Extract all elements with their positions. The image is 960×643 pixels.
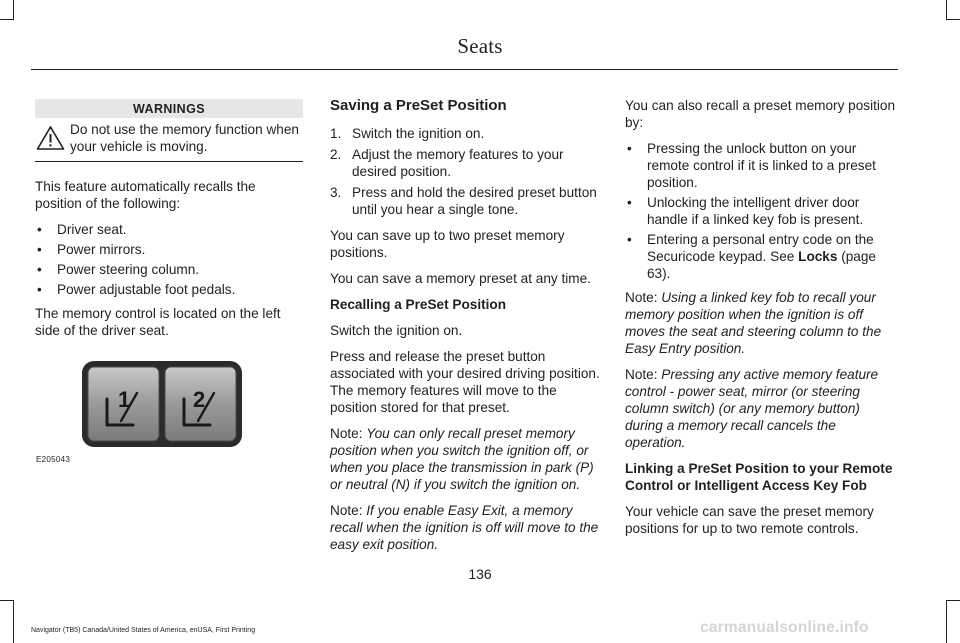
- note: [625, 366, 897, 451]
- crop-mark: [946, 600, 960, 601]
- list-item-text: Entering a personal entry code on the Securicode keypad. See: [647, 232, 874, 264]
- note-text: You can only recall preset memory position when you switch the ignition off, or when you place the transmission in park (P) or neutral (N) if you switch the ignition on.: [330, 426, 594, 492]
- crop-mark: [0, 19, 14, 20]
- bullet-marker: •: [627, 195, 632, 210]
- button-2-number: 2: [193, 387, 206, 412]
- note-text: Using a linked key fob to recall your memory position when the ignition is off moves the seat and steering column to the Easy Entry position.: [625, 290, 882, 356]
- bullet-marker: •: [37, 222, 42, 237]
- paragraph: Your vehicle can save the preset memory positions for up to two remote controls.: [625, 504, 874, 536]
- warning-title: WARNINGS: [35, 99, 303, 118]
- crop-mark: [13, 0, 14, 20]
- button-1-number: 1: [118, 387, 131, 412]
- paragraph: You can save up to two preset memory positions.: [330, 228, 565, 260]
- list-item: [35, 241, 303, 258]
- crop-mark: [946, 19, 960, 20]
- list-item-text: Driver seat.: [57, 222, 127, 237]
- figure-caption: E205043: [36, 455, 71, 464]
- step-item: [330, 146, 602, 180]
- page-number: 136: [468, 566, 492, 582]
- step-item: [330, 125, 602, 142]
- location-paragraph: The memory control is located on the left side of the driver seat.: [35, 306, 281, 338]
- right-column: [625, 97, 897, 546]
- list-item-text: Power adjustable foot pedals.: [57, 282, 236, 297]
- crop-mark: [946, 600, 947, 643]
- memory-buttons-illustration: [35, 353, 303, 453]
- recall-list: [35, 221, 303, 298]
- list-item-text: Unlocking the intelligent driver door handle if a linked key fob is present.: [647, 195, 864, 227]
- note: [330, 502, 602, 553]
- bullet-marker: •: [627, 232, 632, 247]
- note-text: If you enable Easy Exit, a memory recall when the ignition is off will move to the easy exit position.: [330, 503, 599, 552]
- print-info: Navigator (TB5) Canada/United States of America, enUSA, First Printing: [31, 627, 256, 634]
- paragraph: You can also recall a preset memory position by:: [625, 98, 896, 130]
- left-column: [35, 99, 303, 468]
- warning-box: [35, 118, 303, 161]
- memory-buttons-figure: [35, 353, 303, 468]
- note: [330, 425, 602, 493]
- step-item: [330, 184, 602, 218]
- note: [625, 289, 897, 357]
- header-divider: [31, 69, 898, 70]
- watermark: carmanualsonline.info: [700, 619, 869, 636]
- page-reference: (page 63).: [647, 249, 876, 281]
- step-text: Press and hold the desired preset button until you hear a single tone.: [352, 185, 597, 217]
- middle-column: [330, 97, 602, 562]
- crop-mark: [946, 0, 947, 20]
- note-label: Note:: [625, 290, 658, 305]
- list-item: [35, 261, 303, 278]
- bullet-marker: •: [37, 242, 42, 257]
- paragraph: Press and release the preset button associated with your desired driving position. The memory features will move to the position stored for that preset.: [330, 349, 600, 415]
- step-text: Switch the ignition on.: [352, 126, 485, 141]
- list-item: [35, 281, 303, 298]
- step-number: 2.: [330, 147, 342, 162]
- bullet-marker: •: [37, 262, 42, 277]
- warning-text: Do not use the memory function when your vehicle is moving.: [70, 122, 299, 154]
- section-heading: Saving a PreSet Position: [330, 97, 507, 114]
- crop-mark: [13, 600, 14, 643]
- subsection-heading: Linking a PreSet Position to your Remote Control or Intelligent Access Key Fob: [625, 461, 893, 493]
- locks-reference-link[interactable]: Locks: [798, 249, 838, 264]
- step-number: 1.: [330, 126, 342, 141]
- note-label: Note:: [625, 367, 658, 382]
- crop-mark: [0, 600, 14, 601]
- paragraph: Switch the ignition on.: [330, 323, 463, 338]
- list-item-text: Pressing the unlock button on your remote control if it is linked to a preset position.: [647, 141, 876, 190]
- warning-triangle-icon: [36, 125, 65, 151]
- note-label: Note:: [330, 503, 363, 518]
- list-item: [625, 231, 897, 282]
- page-header-title: Seats: [457, 34, 503, 58]
- bullet-marker: •: [627, 141, 632, 156]
- step-number: 3.: [330, 185, 342, 200]
- warning-divider: [35, 161, 303, 162]
- list-item: [625, 194, 897, 228]
- list-item: [35, 221, 303, 238]
- recall-methods-list: [625, 140, 897, 282]
- intro-paragraph: This feature automatically recalls the position of the following:: [35, 179, 256, 211]
- subsection-heading: Recalling a PreSet Position: [330, 297, 507, 312]
- step-text: Adjust the memory features to your desired position.: [352, 147, 564, 179]
- paragraph: You can save a memory preset at any time.: [330, 271, 591, 286]
- list-item-text: Power mirrors.: [57, 242, 146, 257]
- list-item-text: Power steering column.: [57, 262, 200, 277]
- list-item: [625, 140, 897, 191]
- note-text: Pressing any active memory feature control - power seat, mirror (or steering column switch) (or any memory button) during a memory recall cancels the operation.: [625, 367, 879, 450]
- note-label: Note:: [330, 426, 363, 441]
- saving-steps-list: [330, 125, 602, 218]
- bullet-marker: •: [37, 282, 42, 297]
